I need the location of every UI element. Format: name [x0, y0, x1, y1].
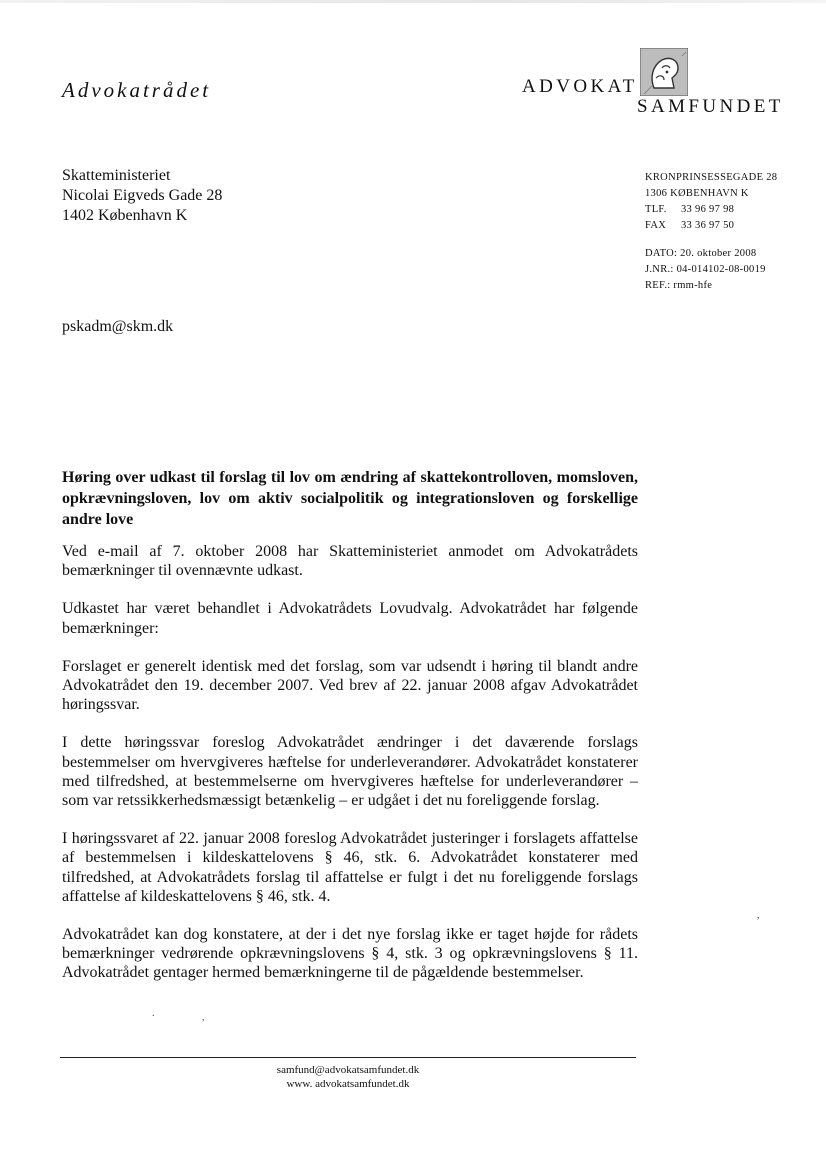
advokat-wordmark: ADVOKAT: [522, 76, 638, 97]
recipient-line: Skatteministeriet: [62, 167, 171, 184]
body-paragraph: Ved e-mail af 7. oktober 2008 har Skatteministeriet anmodet om Advokatrådets bemærkninger til ovennævnte udkast.: [62, 543, 638, 580]
fax-label: FAX: [645, 220, 667, 231]
letter-body: [62, 542, 638, 1002]
reference: [645, 278, 777, 294]
footer: [60, 1063, 636, 1091]
advokatraadet-wordmark: Advokatrådet: [62, 78, 212, 102]
ref-value: rmm-hfe: [673, 280, 713, 291]
body-paragraph: Advokatrådet kan dog konstatere, at der i det nye forslag ikke er taget højde for rådets bemærkninger vedrørende opkrævningslovens § 4, stk. 3 og opkrævningslovens § 11. Advokatrådet gentager hermed bemærkningerne til de pågældende bestemmelser.: [62, 926, 638, 982]
scan-mark: ,: [757, 910, 760, 921]
body-paragraph: Forslaget er generelt identisk med det forslag, som var udsendt i høring til blandt andre Advokatrådet den 19. december 2007. Ved brev af 22. januar 2008 afgav Advokatrådet høringssvar.: [62, 657, 638, 714]
scan-mark: .: [152, 1008, 155, 1019]
letter-date: [645, 246, 777, 262]
footer-website: www. advokatsamfundet.dk: [286, 1078, 410, 1090]
sender-street: KRONPRINSESSEGADE 28: [645, 172, 778, 183]
scan-edge: [0, 0, 826, 3]
date-label: DATO:: [645, 248, 678, 259]
letter-subject: Høring over udkast til forslag til lov om ændring af skattekontrolloven, momsloven, opkrævningsloven, lov om aktiv socialpolitik og integrationsloven og forskellige andre love: [62, 469, 638, 528]
footer-email: samfund@advokatsamfundet.dk: [276, 1064, 420, 1076]
sender-fax: [645, 218, 777, 234]
samfundet-wordmark: SAMFUNDET: [637, 96, 784, 117]
sender-city: 1306 KØBENHAVN K: [645, 188, 749, 199]
body-paragraph: Udkastet har været behandlet i Advokatrådets Lovudvalg. Advokatrådet har følgende bemærkninger:: [62, 600, 638, 637]
body-paragraph: I høringssvaret af 22. januar 2008 foreslog Advokatrådet justeringer i forslagets affattelse af bestemmelsen i kildeskattelovens § 46, stk. 6. Advokatrådet konstaterer med tilfredshed, at Advokatrådets forslag til affattelse er fulgt i det nu foreliggende forslags affattelse af kildeskattelovens § 46, stk. 4.: [62, 830, 638, 905]
sender-info-block: [645, 170, 777, 294]
recipient-address: [62, 166, 222, 226]
recipient-line: Nicolai Eigveds Gade 28: [62, 187, 223, 204]
phone-value: 33 96 97 98: [681, 204, 735, 215]
ref-label: REF.:: [645, 280, 671, 291]
recipient-email: pskadm@skm.dk: [62, 318, 174, 335]
sender-phone: [645, 202, 777, 218]
recipient-line: 1402 København K: [62, 207, 188, 224]
body-paragraph: I dette høringssvar foreslog Advokatrådet ændringer i det daværende forslags bestemmelser om hvervgiveres hæftelse for underleverandører. Advokatrådet konstaterer med tilfredshed, at bestemmelserne om hvervgiveres hæftelse for underleverandører – som var retssikkerhedsmæssigt betænkelig – er udgået i det nu foreliggende forslag.: [62, 734, 638, 810]
jnr-value: 04-014102-08-0019: [676, 264, 766, 275]
jnr-label: J.NR.:: [645, 264, 674, 275]
fax-value: 33 36 97 50: [681, 220, 735, 231]
scan-mark: ,: [202, 1012, 205, 1023]
footer-divider: [60, 1057, 636, 1058]
date-value: 20. oktober 2008: [680, 248, 757, 259]
advokatsamfundet-logo-icon: [640, 48, 688, 96]
journal-number: [645, 262, 777, 278]
phone-label: TLF.: [645, 204, 667, 215]
